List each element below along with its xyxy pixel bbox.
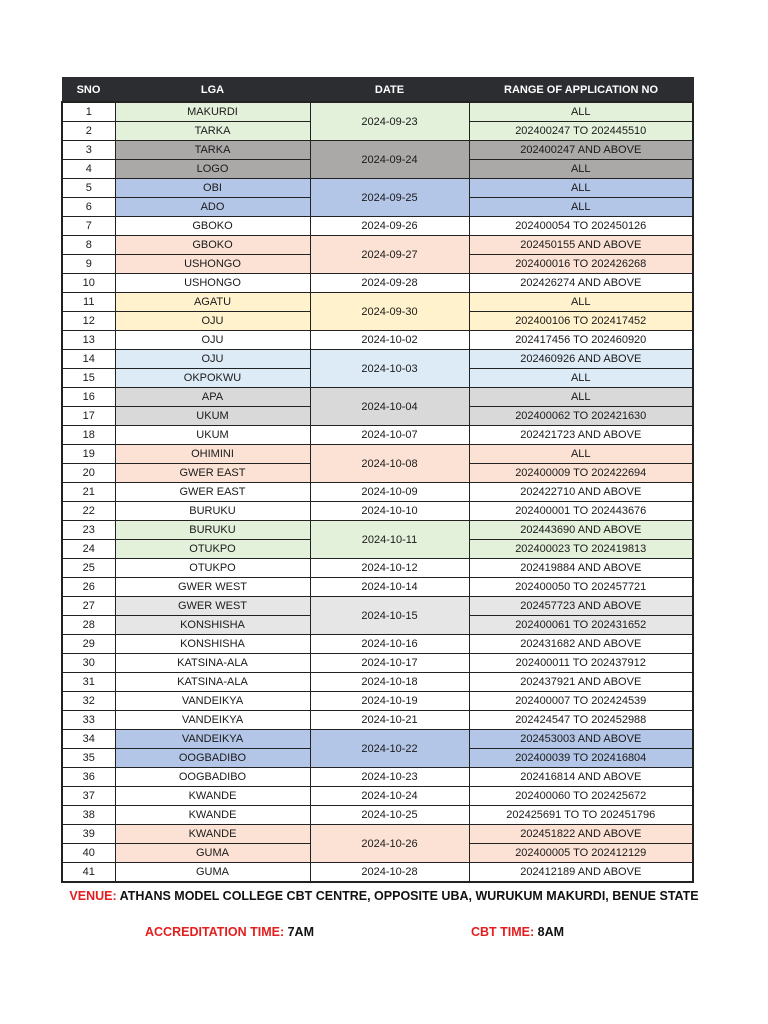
cell-range: 202400054 TO 202450126 bbox=[469, 217, 693, 236]
table-row bbox=[62, 236, 693, 255]
cell-sno: 15 bbox=[62, 369, 115, 388]
cell-date: 2024-10-10 bbox=[310, 502, 469, 521]
cell-sno: 20 bbox=[62, 464, 115, 483]
cell-date: 2024-10-25 bbox=[310, 806, 469, 825]
cell-sno: 31 bbox=[62, 673, 115, 692]
table-row bbox=[62, 274, 693, 293]
cell-range: 202400106 TO 202417452 bbox=[469, 312, 693, 331]
cell-lga: OKPOKWU bbox=[115, 369, 310, 388]
cell-range: 202400039 TO 202416804 bbox=[469, 749, 693, 768]
cell-sno: 19 bbox=[62, 445, 115, 464]
cell-date: 2024-09-23 bbox=[310, 102, 469, 141]
cell-range: 202400061 TO 202431652 bbox=[469, 616, 693, 635]
cell-lga: GWER EAST bbox=[115, 483, 310, 502]
cell-sno: 5 bbox=[62, 179, 115, 198]
cell-date: 2024-10-19 bbox=[310, 692, 469, 711]
table-row bbox=[62, 635, 693, 654]
cell-range: 202416814 AND ABOVE bbox=[469, 768, 693, 787]
header-row bbox=[62, 78, 693, 103]
table-row bbox=[62, 179, 693, 198]
table-row bbox=[62, 388, 693, 407]
cell-date: 2024-10-04 bbox=[310, 388, 469, 426]
cell-sno: 23 bbox=[62, 521, 115, 540]
table-row bbox=[62, 825, 693, 844]
cell-lga: VANDEIKYA bbox=[115, 730, 310, 749]
cell-lga: USHONGO bbox=[115, 274, 310, 293]
cell-lga: GBOKO bbox=[115, 217, 310, 236]
cell-date: 2024-10-26 bbox=[310, 825, 469, 863]
cell-date: 2024-09-25 bbox=[310, 179, 469, 217]
cell-sno: 36 bbox=[62, 768, 115, 787]
venue-text: ATHANS MODEL COLLEGE CBT CENTRE, OPPOSITE UBA, WURUKUM MAKURDI, BENUE STATE bbox=[119, 889, 699, 903]
cell-sno: 40 bbox=[62, 844, 115, 863]
cell-sno: 21 bbox=[62, 483, 115, 502]
cell-date: 2024-10-18 bbox=[310, 673, 469, 692]
table-row bbox=[62, 692, 693, 711]
cell-range: 202437921 AND ABOVE bbox=[469, 673, 693, 692]
table-row bbox=[62, 426, 693, 445]
cell-range: 202400009 TO 202422694 bbox=[469, 464, 693, 483]
cell-lga: APA bbox=[115, 388, 310, 407]
cell-date: 2024-10-09 bbox=[310, 483, 469, 502]
cell-date: 2024-09-30 bbox=[310, 293, 469, 331]
table-row bbox=[62, 787, 693, 806]
cell-sno: 41 bbox=[62, 863, 115, 883]
cell-range: 202412189 AND ABOVE bbox=[469, 863, 693, 883]
table-row bbox=[62, 711, 693, 730]
cell-lga: OHIMINI bbox=[115, 445, 310, 464]
cell-sno: 38 bbox=[62, 806, 115, 825]
cell-lga: TARKA bbox=[115, 141, 310, 160]
cell-lga: OJU bbox=[115, 331, 310, 350]
cell-range: 202425691 TO TO 202451796 bbox=[469, 806, 693, 825]
cell-range: 202400247 AND ABOVE bbox=[469, 141, 693, 160]
cell-range: 202422710 AND ABOVE bbox=[469, 483, 693, 502]
venue-line bbox=[0, 889, 768, 903]
table-row bbox=[62, 350, 693, 369]
cell-lga: AGATU bbox=[115, 293, 310, 312]
header-lga: LGA bbox=[115, 78, 310, 103]
table-row bbox=[62, 217, 693, 236]
cell-date: 2024-10-08 bbox=[310, 445, 469, 483]
cell-lga: OJU bbox=[115, 312, 310, 331]
accreditation-label: ACCREDITATION TIME: bbox=[145, 925, 285, 939]
cell-date: 2024-09-26 bbox=[310, 217, 469, 236]
table-row bbox=[62, 597, 693, 616]
cell-date: 2024-10-11 bbox=[310, 521, 469, 559]
cell-sno: 34 bbox=[62, 730, 115, 749]
cell-lga: KATSINA-ALA bbox=[115, 654, 310, 673]
cell-sno: 2 bbox=[62, 122, 115, 141]
schedule-table bbox=[61, 77, 694, 883]
table-row bbox=[62, 483, 693, 502]
cell-date: 2024-10-07 bbox=[310, 426, 469, 445]
cell-lga: GUMA bbox=[115, 863, 310, 883]
cbt-time bbox=[471, 925, 564, 939]
cell-range: 202400062 TO 202421630 bbox=[469, 407, 693, 426]
cell-range: 202400016 TO 202426268 bbox=[469, 255, 693, 274]
table-body bbox=[62, 102, 693, 882]
cell-range: 202421723 AND ABOVE bbox=[469, 426, 693, 445]
cbt-label: CBT TIME: bbox=[471, 925, 535, 939]
cell-range: 202426274 AND ABOVE bbox=[469, 274, 693, 293]
cell-lga: BURUKU bbox=[115, 502, 310, 521]
cell-lga: KONSHISHA bbox=[115, 616, 310, 635]
cell-lga: TARKA bbox=[115, 122, 310, 141]
cell-date: 2024-10-12 bbox=[310, 559, 469, 578]
cell-range: 202457723 AND ABOVE bbox=[469, 597, 693, 616]
cell-range: ALL bbox=[469, 293, 693, 312]
cell-range: 202424547 TO 202452988 bbox=[469, 711, 693, 730]
cell-date: 2024-10-23 bbox=[310, 768, 469, 787]
cell-range: 202451822 AND ABOVE bbox=[469, 825, 693, 844]
cell-lga: OJU bbox=[115, 350, 310, 369]
cell-sno: 30 bbox=[62, 654, 115, 673]
cell-range: ALL bbox=[469, 388, 693, 407]
cell-range: 202400007 TO 202424539 bbox=[469, 692, 693, 711]
cell-range: ALL bbox=[469, 102, 693, 122]
cell-range: 202443690 AND ABOVE bbox=[469, 521, 693, 540]
cell-lga: KWANDE bbox=[115, 806, 310, 825]
cell-date: 2024-10-17 bbox=[310, 654, 469, 673]
cell-sno: 26 bbox=[62, 578, 115, 597]
cell-range: ALL bbox=[469, 369, 693, 388]
table-row bbox=[62, 502, 693, 521]
cell-range: ALL bbox=[469, 198, 693, 217]
cell-range: 202400001 TO 202443676 bbox=[469, 502, 693, 521]
cell-sno: 13 bbox=[62, 331, 115, 350]
cell-lga: OBI bbox=[115, 179, 310, 198]
cell-sno: 24 bbox=[62, 540, 115, 559]
cell-range: 202453003 AND ABOVE bbox=[469, 730, 693, 749]
cell-range: ALL bbox=[469, 160, 693, 179]
cell-lga: GWER WEST bbox=[115, 597, 310, 616]
cell-sno: 28 bbox=[62, 616, 115, 635]
header-date: DATE bbox=[310, 78, 469, 103]
cell-lga: KATSINA-ALA bbox=[115, 673, 310, 692]
cell-lga: ADO bbox=[115, 198, 310, 217]
cell-date: 2024-09-28 bbox=[310, 274, 469, 293]
cell-lga: GUMA bbox=[115, 844, 310, 863]
venue-label: VENUE: bbox=[69, 889, 117, 903]
cell-lga: OOGBADIBO bbox=[115, 768, 310, 787]
table-row bbox=[62, 521, 693, 540]
cell-sno: 3 bbox=[62, 141, 115, 160]
cell-sno: 12 bbox=[62, 312, 115, 331]
cell-sno: 25 bbox=[62, 559, 115, 578]
table-row bbox=[62, 559, 693, 578]
cell-range: ALL bbox=[469, 445, 693, 464]
cell-date: 2024-10-28 bbox=[310, 863, 469, 883]
accreditation-value: 7AM bbox=[287, 925, 314, 939]
cell-range: 202400005 TO 202412129 bbox=[469, 844, 693, 863]
table-row bbox=[62, 445, 693, 464]
cell-range: 202431682 AND ABOVE bbox=[469, 635, 693, 654]
cell-date: 2024-10-15 bbox=[310, 597, 469, 635]
cell-lga: VANDEIKYA bbox=[115, 711, 310, 730]
cell-range: 202400050 TO 202457721 bbox=[469, 578, 693, 597]
cell-sno: 18 bbox=[62, 426, 115, 445]
table-row bbox=[62, 102, 693, 122]
cell-sno: 8 bbox=[62, 236, 115, 255]
cell-sno: 1 bbox=[62, 102, 115, 122]
cell-range: 202417456 TO 202460920 bbox=[469, 331, 693, 350]
cell-range: 202400023 TO 202419813 bbox=[469, 540, 693, 559]
cell-lga: GWER EAST bbox=[115, 464, 310, 483]
table-row bbox=[62, 863, 693, 883]
cell-range: 202400060 TO 202425672 bbox=[469, 787, 693, 806]
cell-lga: KONSHISHA bbox=[115, 635, 310, 654]
cell-range: ALL bbox=[469, 179, 693, 198]
cell-sno: 7 bbox=[62, 217, 115, 236]
cell-range: 202460926 AND ABOVE bbox=[469, 350, 693, 369]
cell-date: 2024-10-24 bbox=[310, 787, 469, 806]
cell-date: 2024-10-03 bbox=[310, 350, 469, 388]
cell-range: 202400247 TO 202445510 bbox=[469, 122, 693, 141]
cell-sno: 37 bbox=[62, 787, 115, 806]
table-row bbox=[62, 673, 693, 692]
cell-sno: 6 bbox=[62, 198, 115, 217]
table-row bbox=[62, 654, 693, 673]
cell-sno: 35 bbox=[62, 749, 115, 768]
cell-sno: 22 bbox=[62, 502, 115, 521]
cell-date: 2024-09-24 bbox=[310, 141, 469, 179]
cell-lga: GBOKO bbox=[115, 236, 310, 255]
cell-lga: BURUKU bbox=[115, 521, 310, 540]
cell-lga: MAKURDI bbox=[115, 102, 310, 122]
cell-lga: UKUM bbox=[115, 426, 310, 445]
cbt-value: 8AM bbox=[537, 925, 565, 939]
cell-lga: GWER WEST bbox=[115, 578, 310, 597]
cell-lga: UKUM bbox=[115, 407, 310, 426]
cell-lga: KWANDE bbox=[115, 787, 310, 806]
cell-sno: 11 bbox=[62, 293, 115, 312]
table-row bbox=[62, 730, 693, 749]
cell-range: 202419884 AND ABOVE bbox=[469, 559, 693, 578]
table-row bbox=[62, 578, 693, 597]
cell-sno: 9 bbox=[62, 255, 115, 274]
cell-sno: 39 bbox=[62, 825, 115, 844]
cell-sno: 16 bbox=[62, 388, 115, 407]
cell-lga: OOGBADIBO bbox=[115, 749, 310, 768]
cell-date: 2024-09-27 bbox=[310, 236, 469, 274]
cell-date: 2024-10-16 bbox=[310, 635, 469, 654]
cell-lga: OTUKPO bbox=[115, 559, 310, 578]
cell-lga: VANDEIKYA bbox=[115, 692, 310, 711]
table-row bbox=[62, 331, 693, 350]
cell-sno: 10 bbox=[62, 274, 115, 293]
header-range: RANGE OF APPLICATION NO bbox=[469, 78, 693, 103]
table-row bbox=[62, 141, 693, 160]
cell-date: 2024-10-22 bbox=[310, 730, 469, 768]
cell-range: 202450155 AND ABOVE bbox=[469, 236, 693, 255]
table-row bbox=[62, 806, 693, 825]
cell-lga: OTUKPO bbox=[115, 540, 310, 559]
cell-range: 202400011 TO 202437912 bbox=[469, 654, 693, 673]
cell-sno: 33 bbox=[62, 711, 115, 730]
cell-lga: LOGO bbox=[115, 160, 310, 179]
cell-lga: KWANDE bbox=[115, 825, 310, 844]
cell-sno: 29 bbox=[62, 635, 115, 654]
cell-sno: 27 bbox=[62, 597, 115, 616]
cell-lga: USHONGO bbox=[115, 255, 310, 274]
table-row bbox=[62, 768, 693, 787]
cell-sno: 4 bbox=[62, 160, 115, 179]
header-sno: SNO bbox=[62, 78, 115, 103]
cell-sno: 32 bbox=[62, 692, 115, 711]
accreditation-time bbox=[145, 925, 314, 939]
cell-date: 2024-10-02 bbox=[310, 331, 469, 350]
cell-sno: 17 bbox=[62, 407, 115, 426]
cell-date: 2024-10-21 bbox=[310, 711, 469, 730]
table-row bbox=[62, 293, 693, 312]
cell-date: 2024-10-14 bbox=[310, 578, 469, 597]
cell-sno: 14 bbox=[62, 350, 115, 369]
